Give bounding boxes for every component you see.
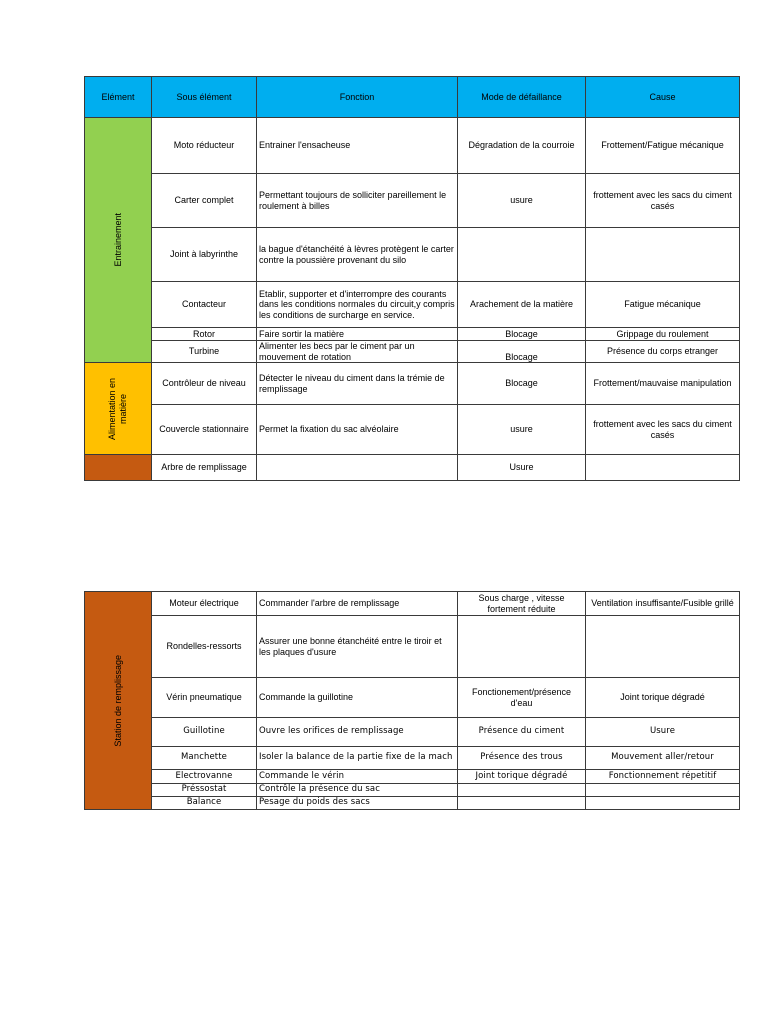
cell-cause: frottement avec les sacs du ciment casés [586,174,740,228]
cell-cause [586,455,740,481]
cell-fonction: Alimenter les becs par le ciment par un mouvement de rotation [257,341,458,363]
cell-fonction: Permet la fixation du sac alvéolaire [257,405,458,455]
table-row [85,455,740,481]
cell-sous-element: Moteur électrique [152,592,257,616]
cell-fonction: Etablir, supporter et d'interrompre des courants dans les conditions normales du circuit,y compris les conditions de surcharge en service. [257,282,458,328]
cell-cause: Mouvement aller/retour [586,747,740,770]
cell-mode: Blocage [458,341,586,363]
group-alimentation [85,363,152,455]
cell-mode: Dégradation de la courroie [458,118,586,174]
cell-cause: Usure [586,718,740,747]
table-row [85,747,740,770]
table-header-row [85,77,740,118]
cell-cause: Joint torique dégradé [586,678,740,718]
cell-mode: Blocage [458,363,586,405]
cell-mode: Arachement de la matière [458,282,586,328]
cell-fonction: Commander l'arbre de remplissage [257,592,458,616]
cell-sous-element: Arbre de remplissage [152,455,257,481]
group-entrainement [85,118,152,363]
cell-cause: Ventilation insuffisante/Fusible grillé [586,592,740,616]
cell-cause: Fatigue mécanique [586,282,740,328]
cell-mode: Présence des trous [458,747,586,770]
header-mode-defaillance: Mode de défaillance [458,77,586,118]
cell-fonction: Ouvre les orifices de remplissage [257,718,458,747]
cell-cause: Grippage du roulement [586,328,740,341]
cell-sous-element: Rondelles-ressorts [152,616,257,678]
cell-sous-element: Vérin pneumatique [152,678,257,718]
cell-fonction: Pesage du poids des sacs [257,797,458,810]
table-row [85,174,740,228]
cell-cause: frottement avec les sacs du ciment casés [586,405,740,455]
table-row [85,718,740,747]
table-row [85,328,740,341]
header-element: Elément [85,77,152,118]
cell-sous-element: Balance [152,797,257,810]
header-sous-element: Sous élément [152,77,257,118]
cell-sous-element: Moto réducteur [152,118,257,174]
amdec-table-2 [84,591,740,810]
cell-cause [586,797,740,810]
cell-cause: Présence du corps etranger [586,341,740,363]
group-station-remplissage [85,592,152,810]
cell-sous-element: Carter complet [152,174,257,228]
cell-fonction: la bague d'étanchéité à lèvres protègent le carter contre la poussière provenant du silo [257,228,458,282]
cell-sous-element: Guillotine [152,718,257,747]
cell-mode [458,784,586,797]
cell-fonction: Permettant toujours de solliciter pareillement le roulement à billes [257,174,458,228]
cell-fonction: Commande le vérin [257,770,458,784]
cell-fonction: Entrainer l'ensacheuse [257,118,458,174]
cell-mode: Blocage [458,328,586,341]
cell-cause: Frottement/Fatigue mécanique [586,118,740,174]
table-row [85,405,740,455]
table-row [85,797,740,810]
cell-mode: Usure [458,455,586,481]
table-row [85,363,740,405]
cell-cause [586,784,740,797]
cell-sous-element: Contrôleur de niveau [152,363,257,405]
table-row [85,118,740,174]
cell-fonction: Faire sortir la matière [257,328,458,341]
cell-sous-element: Turbine [152,341,257,363]
table-row [85,282,740,328]
amdec-table-1 [84,76,740,481]
cell-fonction [257,455,458,481]
cell-cause [586,616,740,678]
cell-mode: usure [458,174,586,228]
cell-mode: Fonctionement/présence d'eau [458,678,586,718]
cell-fonction: Assurer une bonne étanchéité entre le tiroir et les plaques d'usure [257,616,458,678]
cell-sous-element: Rotor [152,328,257,341]
group-label: Entrainement [112,213,123,267]
table-row [85,678,740,718]
cell-mode: Présence du ciment [458,718,586,747]
table-row [85,592,740,616]
cell-mode [458,228,586,282]
table-row [85,228,740,282]
cell-fonction: Contrôle la présence du sac [257,784,458,797]
table-row [85,770,740,784]
cell-sous-element: Couvercle stationnaire [152,405,257,455]
cell-cause [586,228,740,282]
cell-fonction: Isoler la balance de la partie fixe de la mach [257,747,458,770]
cell-cause: Fonctionnement répetitif [586,770,740,784]
cell-sous-element: Manchette [152,747,257,770]
header-cause: Cause [586,77,740,118]
cell-mode [458,616,586,678]
cell-sous-element: Electrovanne [152,770,257,784]
table-row [85,616,740,678]
table-row [85,784,740,797]
group-label: Station de remplissage [112,654,123,747]
cell-sous-element: Préssostat [152,784,257,797]
cell-fonction: Commande la guillotine [257,678,458,718]
cell-sous-element: Joint à labyrinthe [152,228,257,282]
cell-mode: Sous charge , vitesse fortement réduite [458,592,586,616]
group-orange [85,455,152,481]
cell-mode [458,797,586,810]
cell-mode: Joint torique dégradé [458,770,586,784]
header-fonction: Fonction [257,77,458,118]
cell-fonction: Détecter le niveau du ciment dans la trémie de remplissage [257,363,458,405]
cell-mode: usure [458,405,586,455]
cell-sous-element: Contacteur [152,282,257,328]
table-row [85,341,740,363]
cell-cause: Frottement/mauvaise manipulation [586,363,740,405]
group-label: Alimentation en matière [107,377,128,440]
